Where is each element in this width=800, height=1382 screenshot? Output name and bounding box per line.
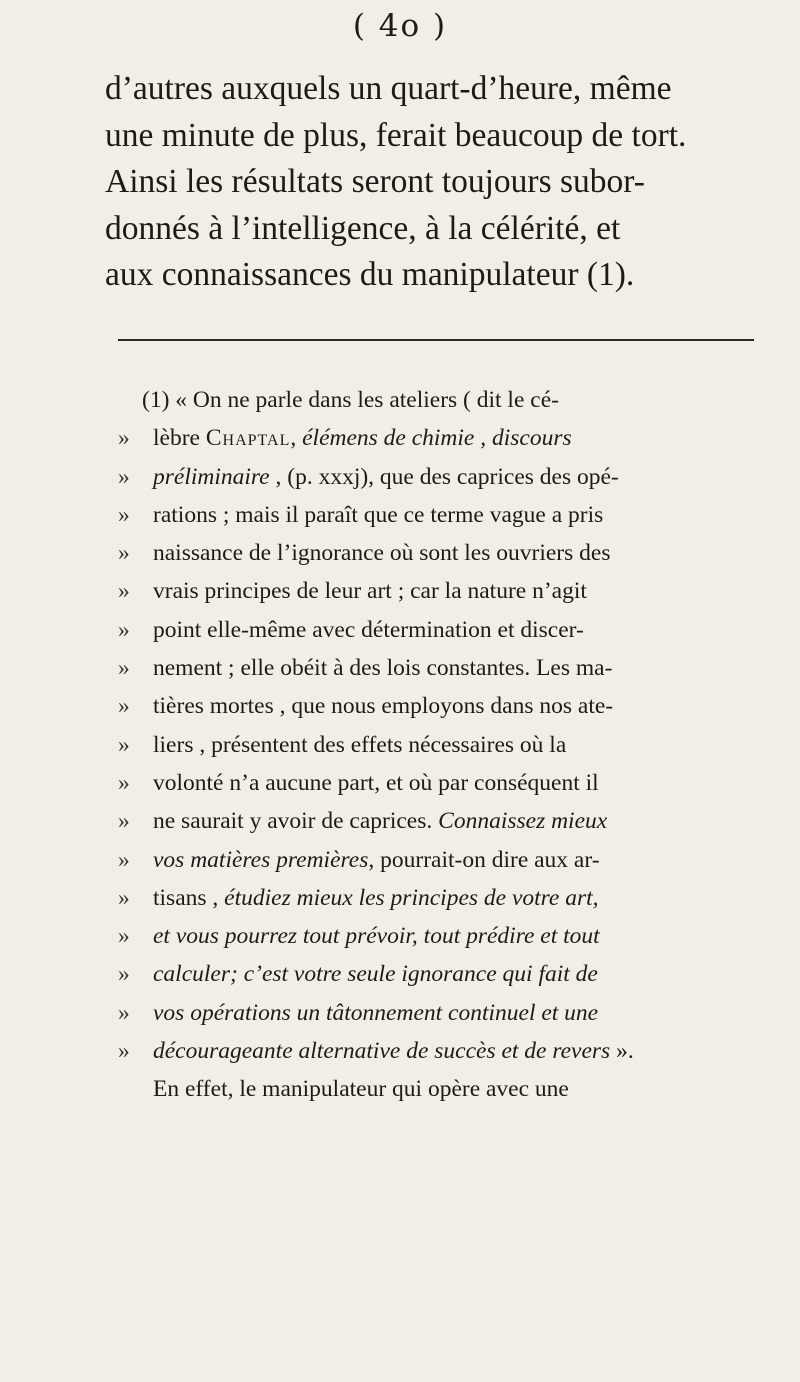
quote-mark: » xyxy=(118,655,130,682)
quote-mark: » xyxy=(118,578,130,605)
footnote-line: » liers , présentent des effets nécessaires où la xyxy=(118,726,770,764)
footnote-line: En effet, le manipulateur qui opère avec une xyxy=(153,1076,569,1103)
quote-mark: » xyxy=(118,923,130,950)
quote-mark: » xyxy=(118,425,130,452)
quote-mark: » xyxy=(118,731,130,758)
main-text-line: d’autres auxquels un quart-d’heure, même xyxy=(105,70,672,107)
main-text-line: une minute de plus, ferait beaucoup de tort. xyxy=(105,116,687,154)
main-text-line: aux connaissances du manipulateur (1). xyxy=(105,256,635,293)
footnote-line: » calculer; c’est votre seule ignorance qui fait de xyxy=(118,955,770,993)
main-text-line: Ainsi les résultats seront toujours subor- xyxy=(105,163,645,200)
footnote-line: » et vous pourrez tout prévoir, tout prédire et tout xyxy=(118,917,770,955)
page-number: ( 4o ) xyxy=(352,8,448,44)
quote-mark: » xyxy=(118,693,130,720)
author-name: Chaptal xyxy=(205,425,291,452)
quote-mark: » xyxy=(118,769,130,796)
quote-mark: » xyxy=(118,884,130,911)
footnote-line: (1) « On ne parle dans les ateliers ( dit le cé- xyxy=(142,387,559,413)
quote-mark: » xyxy=(118,808,130,835)
quote-mark: » xyxy=(118,616,130,643)
quote-mark: » xyxy=(118,540,130,567)
footnote-line: » préliminaire , (p. xxxj), que des caprices des opé- xyxy=(118,458,770,496)
main-text xyxy=(105,66,770,299)
footnote-line: » nement ; elle obéit à des lois constantes. Les ma- xyxy=(118,649,770,687)
footnote-line: » lèbre Chaptal, élémens de chimie , discours xyxy=(118,419,770,457)
footnote-line: » naissance de l’ignorance où sont les ouvriers des xyxy=(118,534,770,572)
footnote-line: » vos matières premières, pourrait-on dire aux ar- xyxy=(118,841,770,879)
quote-mark: » xyxy=(118,961,130,988)
quote-mark: » xyxy=(118,463,130,490)
footnote-line: » point elle-même avec détermination et discer- xyxy=(118,611,770,649)
footnote-line: » tières mortes , que nous employons dans nos ate- xyxy=(118,687,770,725)
footnote-line: » vrais principes de leur art ; car la nature n’agit xyxy=(118,572,770,610)
main-text-line: donnés à l’intelligence, à la célérité, et xyxy=(105,209,621,247)
footnote-line: » ne saurait y avoir de caprices. Connaissez mieux xyxy=(118,802,770,840)
quote-mark: » xyxy=(118,501,130,528)
footnote-line: » vos opérations un tâtonnement continuel et une xyxy=(118,994,770,1032)
footnote-divider xyxy=(118,339,754,341)
footnote-line: » décourageante alternative de succès et de revers ». xyxy=(118,1032,770,1070)
footnote-line: » rations ; mais il paraît que ce terme vague a pris xyxy=(118,496,770,534)
footnote xyxy=(118,381,770,1109)
footnote-line: » volonté n’a aucune part, et où par conséquent il xyxy=(118,764,770,802)
book-title: élémens de chimie , discours xyxy=(302,425,572,452)
quote-mark: » xyxy=(118,1038,130,1065)
footnote-line: » tisans , étudiez mieux les principes de votre art, xyxy=(118,879,770,917)
quote-mark: » xyxy=(118,846,130,873)
quote-mark: » xyxy=(118,999,130,1026)
